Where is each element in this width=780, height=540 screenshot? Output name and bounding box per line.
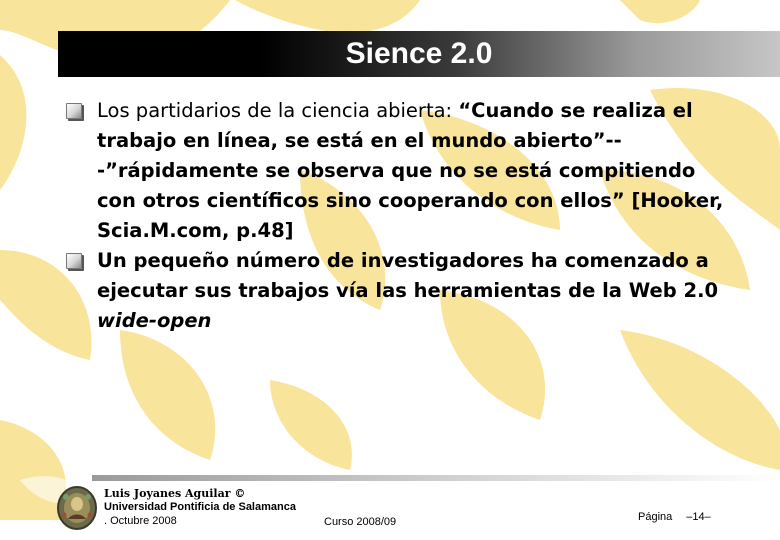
- footer-author: Luis Joyanes Aguilar ©: [104, 487, 246, 500]
- slide-title: Sience 2.0: [345, 37, 493, 70]
- footer-page: [638, 511, 711, 523]
- square-checkbox-icon: [66, 103, 82, 119]
- page-label: Página: [638, 511, 673, 523]
- page-number: –14–: [686, 511, 711, 523]
- bullet-item-2: [66, 246, 726, 336]
- title-bar: [58, 31, 780, 77]
- slide-content: [66, 96, 726, 336]
- university-emblem-icon: [56, 485, 98, 531]
- footer-date: . Octubre 2008: [104, 515, 177, 527]
- footer-course: Curso 2008/09: [324, 516, 397, 528]
- square-checkbox-icon: [66, 253, 82, 269]
- bullet-1-quote-text: “Cuando se realiza el trabajo en línea, se está en el mundo abierto”---”rápidamente se observa que no se está compitiendo con otros científicos sino cooperando con ellos” [Hooker, Scia.M.com, p.48]: [97, 99, 724, 242]
- bullet-2-text: Un pequeño número de investigadores ha comenzado a ejecutar sus trabajos vía las herramientas de la Web 2.0: [97, 249, 719, 302]
- bullet-2-italic-text: wide-open: [97, 309, 212, 332]
- footer-divider: [92, 475, 780, 481]
- bullet-1-plain-text: Los partidarios de la ciencia abierta:: [97, 99, 459, 122]
- footer-university: Universidad Pontificia de Salamanca: [104, 501, 296, 513]
- bullet-item-1: [66, 96, 726, 246]
